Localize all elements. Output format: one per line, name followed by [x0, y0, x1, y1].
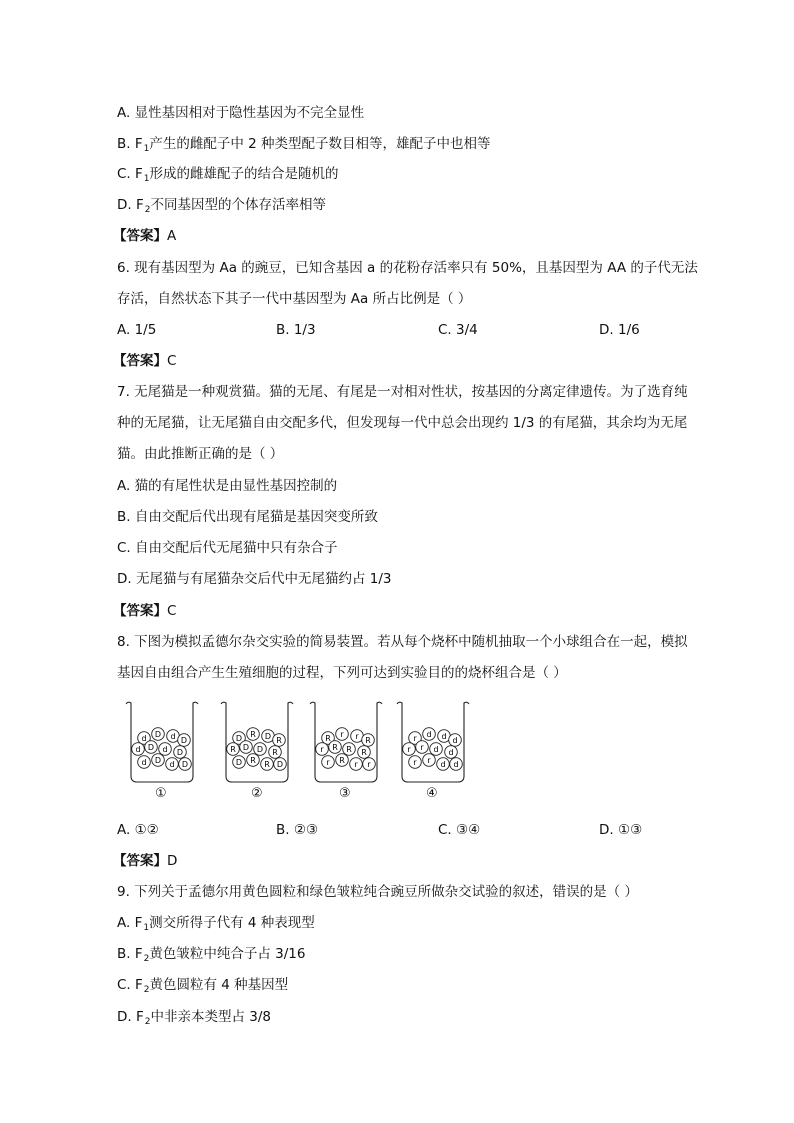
- gene-ball: [152, 728, 165, 741]
- gene-ball-label: R: [346, 745, 352, 754]
- q6-answer: 【答案】C: [113, 353, 177, 369]
- q6-option-b: B. 1/3: [276, 322, 316, 338]
- gene-ball: [178, 734, 191, 747]
- gene-ball: [247, 728, 260, 741]
- gene-ball-label: d: [453, 760, 459, 769]
- gene-ball-label: R: [276, 736, 282, 745]
- gene-ball: [247, 754, 260, 767]
- gene-ball-label: d: [433, 745, 439, 754]
- q8-option-b: B. ②③: [276, 822, 319, 838]
- gene-ball-label: d: [170, 732, 176, 741]
- q8-option-d: D. ①③: [599, 822, 643, 838]
- gene-ball: [362, 734, 375, 747]
- q7-answer: 【答案】C: [113, 603, 177, 619]
- gene-ball-label: D: [176, 748, 184, 757]
- gene-ball-label: R: [339, 756, 345, 765]
- q7-stem-line3: 猫。由此推断正确的是（ ）: [117, 446, 284, 462]
- gene-ball-label: R: [264, 760, 270, 769]
- gene-ball-label: r: [407, 745, 411, 754]
- gene-ball-label: d: [135, 745, 141, 754]
- gene-ball: [437, 758, 450, 771]
- beaker-4-label: ④: [426, 786, 438, 801]
- gene-ball: [138, 756, 151, 769]
- gene-ball-label: D: [181, 760, 189, 769]
- q5-answer: 【答案】A: [113, 228, 177, 244]
- beaker-3-svg: [309, 700, 383, 784]
- gene-ball-label: D: [256, 745, 264, 754]
- q9-option-a: A. $F_1$测交所得子代有 4 种表现型: [117, 915, 315, 933]
- gene-ball-label: d: [452, 736, 458, 745]
- gene-ball: [233, 756, 246, 769]
- gene-ball: [254, 743, 267, 756]
- q7-option-c: C. 自由交配后代无尾猫中只有杂合子: [117, 540, 338, 556]
- beaker-1-svg: [125, 700, 199, 784]
- gene-ball: [261, 758, 274, 771]
- gene-ball-label: r: [320, 745, 324, 754]
- q5-option-b: B. $F_1$产生的雌配子中 2 种类型配子数目相等，雄配子中也相等: [117, 136, 491, 154]
- gene-ball: [316, 743, 329, 756]
- q6-option-c: C. 3/4: [438, 322, 478, 338]
- gene-ball: [132, 743, 145, 756]
- gene-ball: [273, 734, 286, 747]
- gene-ball: [430, 743, 443, 756]
- beaker-2: [220, 700, 294, 784]
- q7-stem-line1: 7. 无尾猫是一种观赏猫。猫的无尾、有尾是一对相对性状，按基因的分离定律遗传。为了选育纯: [117, 384, 688, 400]
- q6-option-a: A. 1/5: [117, 322, 157, 338]
- gene-ball: [227, 743, 240, 756]
- beaker-2-svg: [220, 700, 294, 784]
- q9-stem: 9. 下列关于孟德尔用黄色圆粒和绿色皱粒纯合豌豆所做杂交试验的叙述，错误的是（ ）: [117, 884, 638, 900]
- gene-ball-label: R: [250, 756, 256, 765]
- q7-stem-line2: 种的无尾猫，让无尾猫自由交配多代，但发现每一代中总会出现约 1/3 的有尾猫，其余均为无尾: [117, 415, 688, 431]
- gene-ball-label: D: [235, 734, 243, 743]
- gene-ball: [269, 746, 282, 759]
- q8-option-a: A. ①②: [117, 822, 159, 838]
- beaker-3-label: ③: [339, 786, 351, 801]
- gene-ball: [343, 743, 356, 756]
- gene-ball: [450, 758, 463, 771]
- gene-ball-label: D: [154, 730, 162, 739]
- gene-ball-label: r: [420, 743, 424, 752]
- gene-ball-label: r: [427, 756, 431, 765]
- gene-ball-label: R: [230, 745, 236, 754]
- q6-option-d: D. 1/6: [599, 322, 640, 338]
- gene-ball: [350, 758, 363, 771]
- gene-ball-label: R: [365, 736, 371, 745]
- gene-ball: [363, 758, 376, 771]
- q9-option-c: C. $F_2$黄色圆粒有 4 种基因型: [117, 977, 289, 995]
- gene-ball: [329, 741, 342, 754]
- gene-ball-label: d: [441, 732, 447, 741]
- gene-ball-label: R: [250, 730, 256, 739]
- q9-option-d: D. $F_2$中非亲本类型占 3/8: [117, 1009, 272, 1027]
- gene-ball-label: d: [141, 758, 147, 767]
- gene-ball-label: R: [332, 743, 338, 752]
- gene-ball: [449, 734, 462, 747]
- gene-ball: [358, 746, 371, 759]
- q6-stem-line1: 6. 现有基因型为 Aa 的豌豆，已知含基因 a 的花粉存活率只有 50%，且基因型为 AA 的子代无法: [117, 260, 698, 276]
- gene-ball-label: d: [169, 760, 175, 769]
- gene-ball-label: d: [426, 730, 432, 739]
- q8-answer: 【答案】D: [113, 853, 178, 869]
- gene-ball-label: d: [162, 745, 168, 754]
- q5-option-c: C. $F_1$形成的雌雄配子的结合是随机的: [117, 166, 339, 184]
- q8-option-c: C. ③④: [438, 822, 481, 838]
- gene-ball-label: D: [242, 743, 250, 752]
- gene-ball: [240, 741, 253, 754]
- gene-ball: [423, 754, 436, 767]
- beaker-3: [309, 700, 383, 784]
- gene-ball-label: D: [180, 736, 188, 745]
- gene-ball-label: D: [276, 760, 284, 769]
- beaker-1: [125, 700, 199, 784]
- q5-option-a: A. 显性基因相对于隐性基因为不完全显性: [117, 105, 365, 121]
- beaker-4-svg: [396, 700, 470, 784]
- beaker-1-label: ①: [155, 786, 167, 801]
- gene-ball-label: D: [235, 758, 243, 767]
- gene-ball: [145, 741, 158, 754]
- gene-ball-label: d: [440, 760, 446, 769]
- gene-ball-label: D: [154, 756, 162, 765]
- gene-ball-label: r: [354, 760, 358, 769]
- gene-ball: [159, 743, 172, 756]
- q9-option-b: B. $F_2$黄色皱粒中纯合子占 3/16: [117, 946, 306, 964]
- q7-option-d: D. 无尾猫与有尾猫杂交后代中无尾猫约占 1/3: [117, 571, 392, 587]
- gene-ball-label: r: [413, 734, 417, 743]
- gene-ball: [336, 728, 349, 741]
- gene-ball-label: D: [264, 732, 272, 741]
- gene-ball: [152, 754, 165, 767]
- q8-stem-line1: 8. 下图为模拟孟德尔杂交实验的简易装置。若从每个烧杯中随机抽取一个小球组合在一起，模拟: [117, 634, 688, 650]
- beaker-4: [396, 700, 470, 784]
- gene-ball-label: r: [413, 758, 417, 767]
- q5-option-d: D. $F_2$不同基因型的个体存活率相等: [117, 197, 326, 215]
- gene-ball: [416, 741, 429, 754]
- gene-ball-label: r: [367, 760, 371, 769]
- gene-ball: [409, 756, 422, 769]
- gene-ball-label: R: [272, 748, 278, 757]
- gene-ball: [423, 728, 436, 741]
- gene-ball-label: r: [340, 730, 344, 739]
- q8-stem-line2: 基因自由组合产生生殖细胞的过程，下列可达到实验目的的烧杯组合是（ ）: [117, 665, 567, 681]
- gene-ball: [274, 758, 287, 771]
- gene-ball-label: d: [448, 748, 454, 757]
- gene-ball-label: R: [325, 734, 331, 743]
- gene-ball: [166, 758, 179, 771]
- gene-ball: [403, 743, 416, 756]
- beaker-2-label: ②: [251, 786, 263, 801]
- gene-ball-label: D: [147, 743, 155, 752]
- gene-ball-label: r: [326, 758, 330, 767]
- gene-ball-label: r: [355, 732, 359, 741]
- gene-ball: [445, 746, 458, 759]
- gene-ball: [179, 758, 192, 771]
- gene-ball-label: d: [141, 734, 147, 743]
- q7-option-a: A. 猫的有尾性状是由显性基因控制的: [117, 478, 338, 494]
- gene-ball-label: R: [361, 748, 367, 757]
- q6-stem-line2: 存活，自然状态下其子一代中基因型为 Aa 所占比例是（ ）: [117, 291, 472, 307]
- gene-ball: [322, 756, 335, 769]
- q7-option-b: B. 自由交配后代出现有尾猫是基因突变所致: [117, 509, 378, 525]
- gene-ball: [336, 754, 349, 767]
- gene-ball: [174, 746, 187, 759]
